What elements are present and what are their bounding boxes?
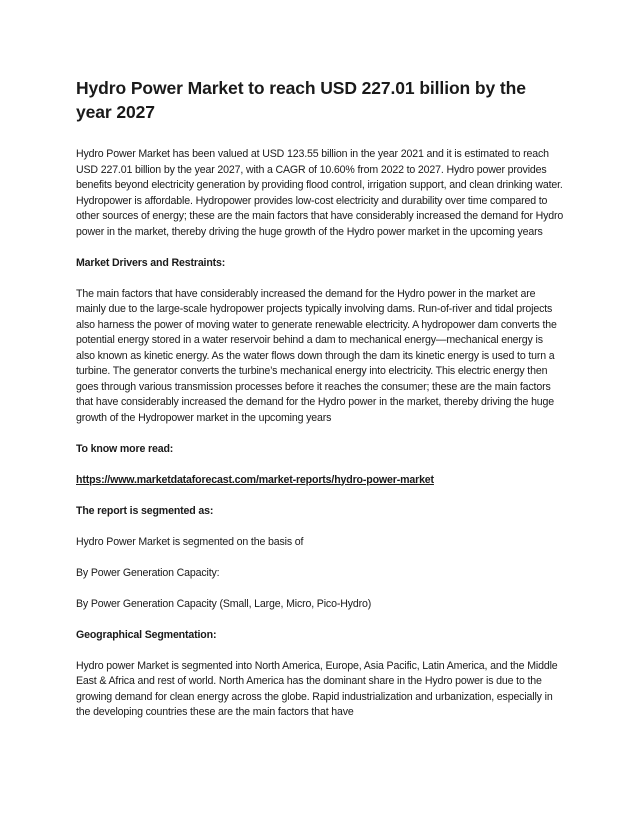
segmented-heading: The report is segmented as: (76, 504, 214, 517)
geo-heading: Geographical Segmentation: (76, 628, 217, 641)
document-title: Hydro Power Market to reach USD 227.01 billion by the year 2027 (76, 78, 526, 122)
capacity-label: By Power Generation Capacity: (76, 566, 220, 579)
document-page (76, 76, 564, 736)
report-link[interactable]: https://www.marketdataforecast.com/market-reports/hydro-power-market (76, 473, 434, 486)
intro-paragraph: Hydro Power Market has been valued at USD 123.55 billion in the year 2021 and it is estimated to reach USD 227.01 billion by the year 2027, with a CAGR of 10.60% from 2022 to 2027. Hydro power provides benefits beyond electricity generation by providing flood control, irrigation support, and clean drinking water. Hydropower is affordable. Hydropower provides low-cost electricity and durability over time compared to other sources of energy; these are the main factors that have considerably increased the demand for Hydro power in the market, thereby driving the huge growth of the Hydro power market in the upcoming years (76, 148, 564, 238)
drivers-paragraph: The main factors that have considerably increased the demand for the Hydro power in the market are mainly due to the large-scale hydropower projects typically involving dams. Run-of-river and tidal projects also harness the power of moving water to generate renewable electricity. A hydropower dam converts the potential energy stored in a water reservoir behind a dam to mechanical energy—mechanical energy is also known as kinetic energy. As the water flows down through the dam its kinetic energy is used to turn a turbine. The generator converts the turbine’s mechanical energy into electricity. This electric energy then goes through various transmission processes before it reaches the consumer; these are the main factors that have considerably increased the demand for the Hydro power in the market, thereby driving the huge growth of the Hydropower market in the upcoming years (76, 287, 557, 424)
segmented-basis: Hydro Power Market is segmented on the basis of (76, 535, 304, 548)
capacity-list: By Power Generation Capacity (Small, Large, Micro, Pico-Hydro) (76, 597, 372, 610)
drivers-heading: Market Drivers and Restraints: (76, 256, 226, 269)
geo-paragraph: Hydro power Market is segmented into North America, Europe, Asia Pacific, Latin America, and the Middle East & Africa and rest of world. North America has the dominant share in the Hydro power is due to the growing demand for clean energy across the globe. Rapid industrialization and urbanization, especially in the developing countries these are the main factors that have (76, 659, 558, 718)
read-more-heading: To know more read: (76, 442, 174, 455)
